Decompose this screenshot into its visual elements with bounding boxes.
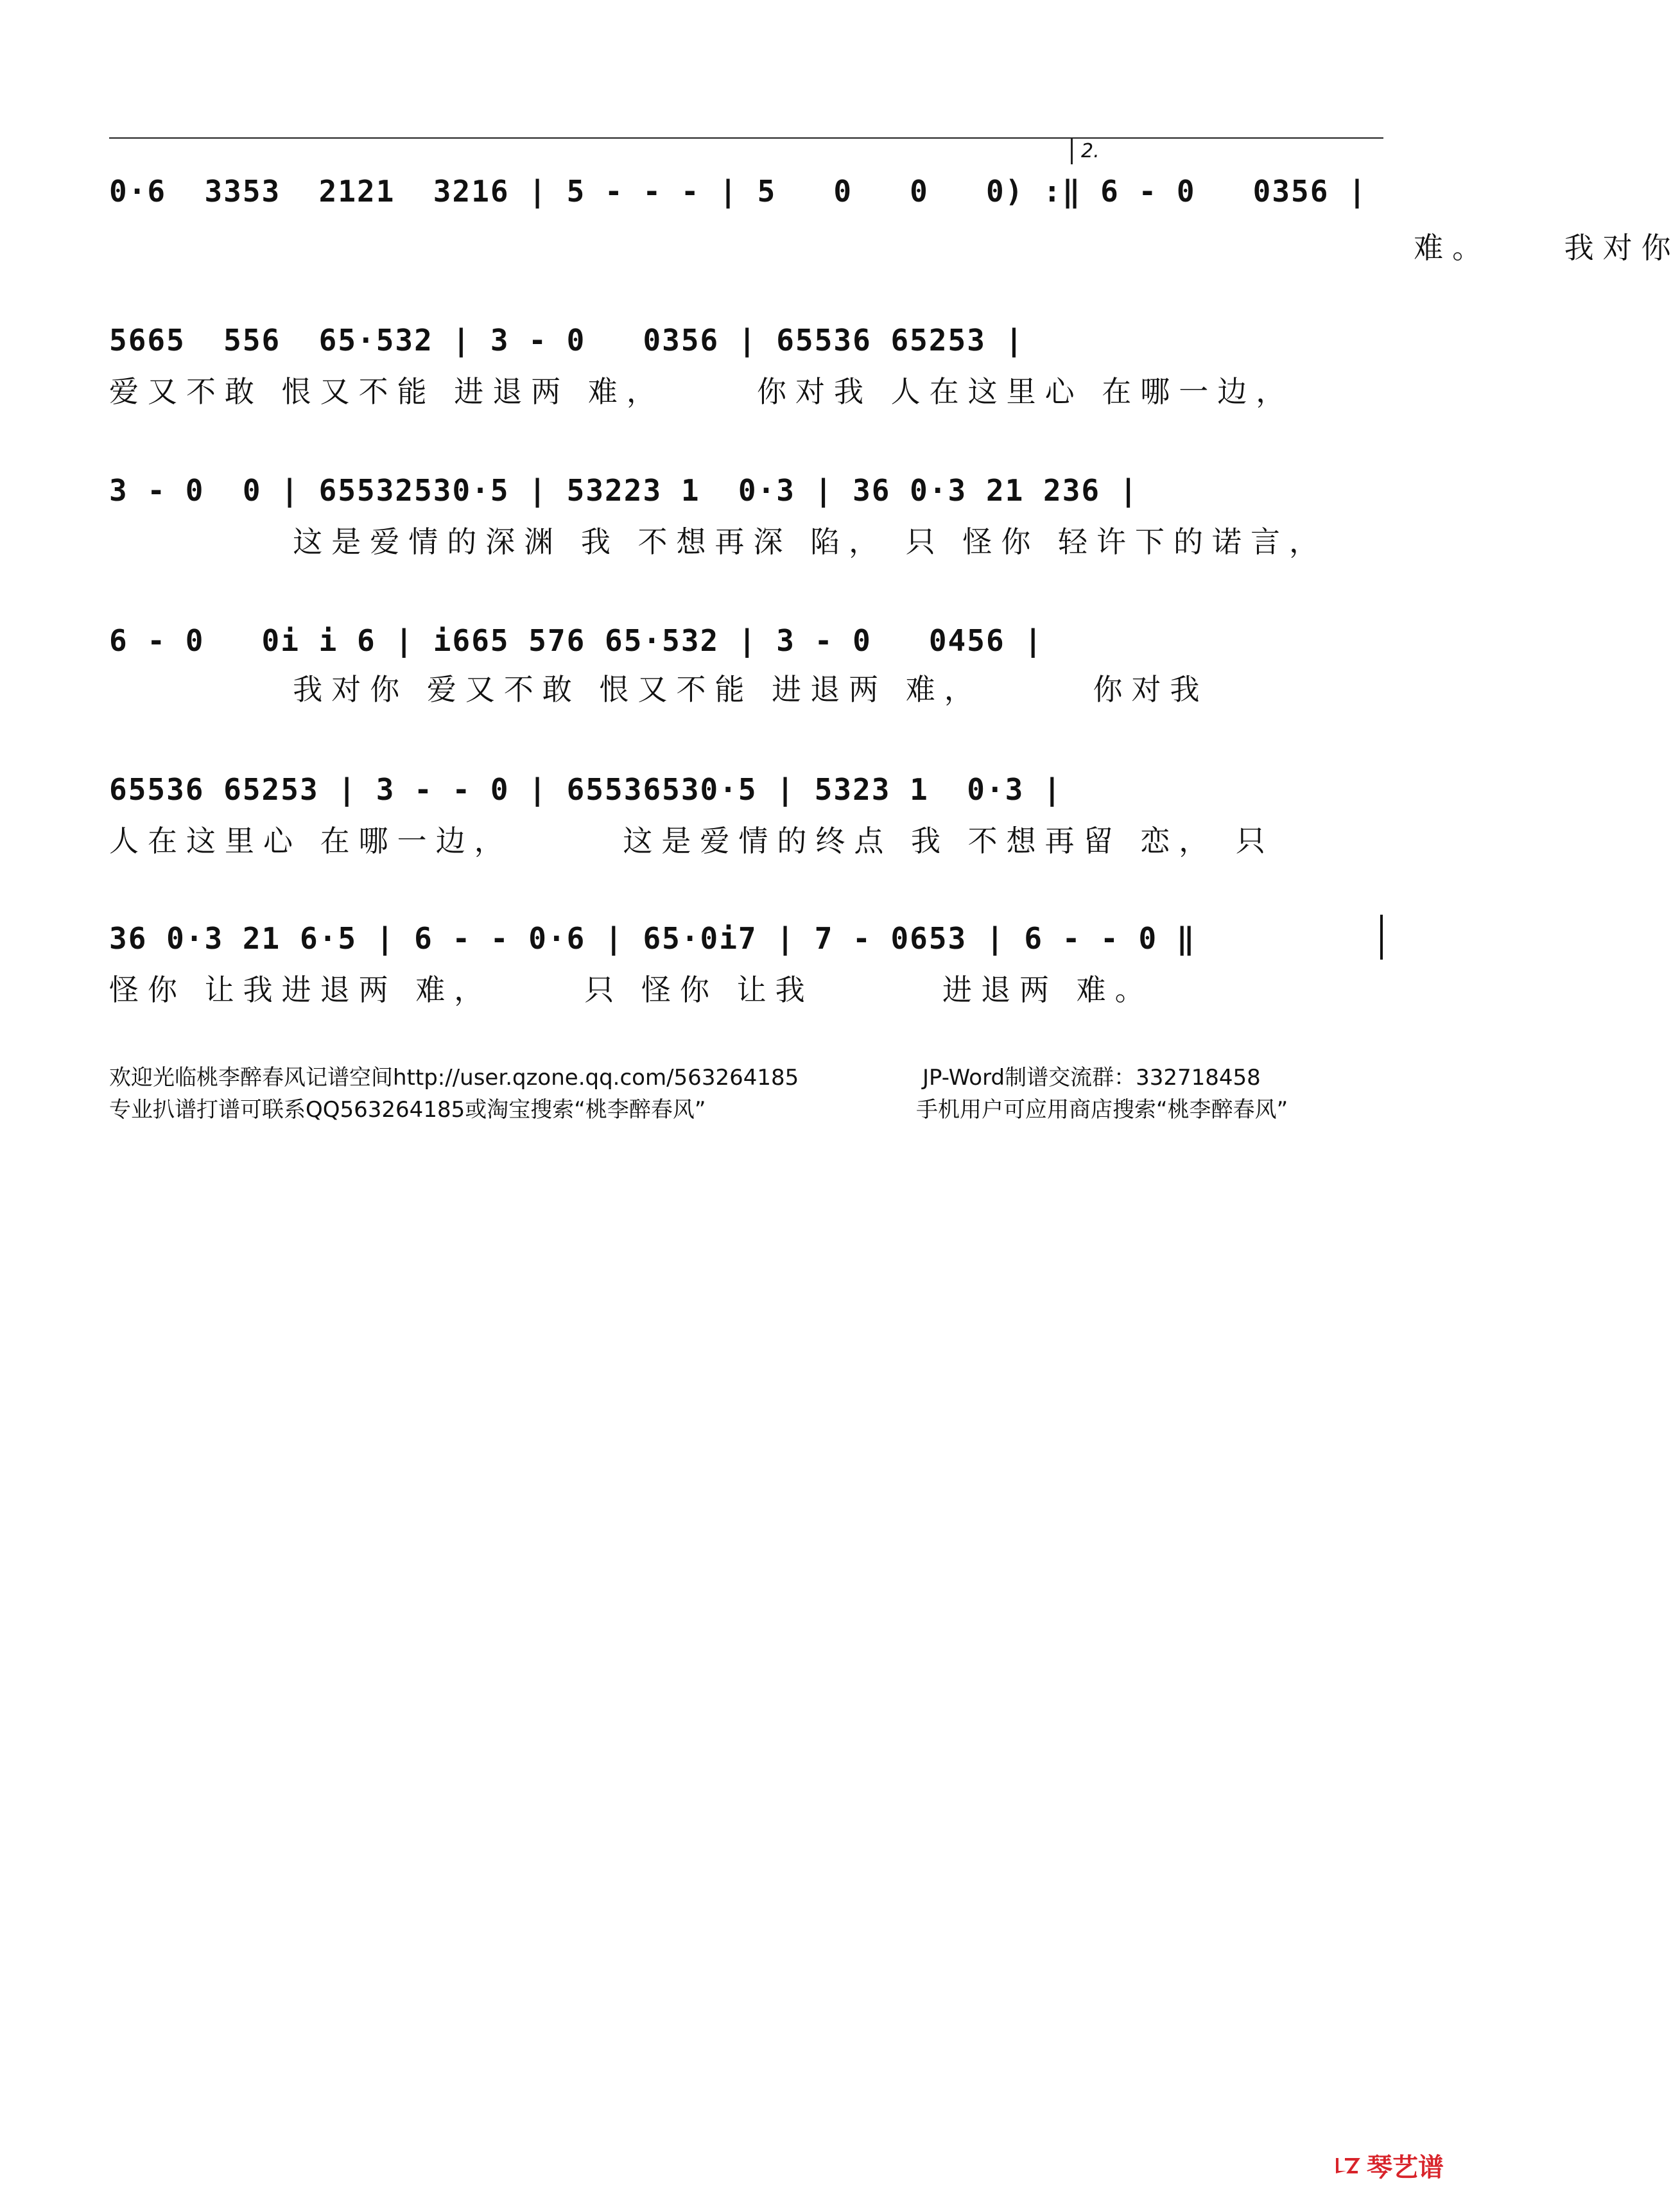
lyrics-line: 我对你 爱又不敢 恨又不能 进退两 难， 你对我 <box>109 672 1209 707</box>
notes-line: 0·6 3353 2121 3216 | 5 - - - | 5 0 0 0) :‖ 6 - 0 0356 | <box>109 174 1367 209</box>
lyrics-line: 怪你 让我进退两 难， 只 怪你 让我 进退两 难。 <box>109 972 1154 1007</box>
notes-line: 65536 65253 | 3 - - 0 | 65536530·5 | 5323 1 0·3 | <box>109 772 1062 807</box>
volta-number: 2. <box>1081 140 1100 162</box>
lyrics-line: 人在这里心 在哪一边， 这是爱情的终点 我 不想再留 恋， 只 <box>109 824 1274 858</box>
logo-text: 琴艺谱 <box>1367 2153 1444 2182</box>
site-logo <box>1332 2147 1444 2184</box>
lyrics-line: 难。 我对你 <box>109 230 1680 265</box>
footer-line-1-left: 欢迎光临桃李醉春风记谱空间http://user.qzone.qq.com/563264185 <box>109 1065 799 1091</box>
volta-bracket <box>1071 137 1383 139</box>
volta-bracket-hook <box>1071 137 1073 164</box>
final-barline <box>1380 915 1383 960</box>
lyrics-line: 这是爱情的深渊 我 不想再深 陷， 只 怪你 轻许下的诺言， <box>109 524 1328 559</box>
logo-icon <box>1332 2153 1362 2179</box>
notes-line: 3 - 0 0 | 65532530·5 | 53223 1 0·3 | 36 0·3 21 236 | <box>109 473 1139 508</box>
notes-line: 6 - 0 0i i 6 | i665 576 65·532 | 3 - 0 0456 | <box>109 623 1044 658</box>
footer-line-2-left: 专业扒谱打谱可联系QQ563264185或淘宝搜索“桃李醉春风” <box>109 1097 706 1123</box>
lyrics-line: 爱又不敢 恨又不能 进退两 难， 你对我 人在这里心 在哪一边， <box>109 374 1295 409</box>
footer-line-1-right: JP-Word制谱交流群：332718458 <box>922 1065 1261 1091</box>
notes-line: 5665 556 65·532 | 3 - 0 0356 | 65536 65253 | <box>109 323 1025 358</box>
footer-line-2-right: 手机用户可应用商店搜索“桃李醉春风” <box>916 1097 1288 1123</box>
notes-line: 36 0·3 21 6·5 | 6 - - 0·6 | 65·0i7 | 7 - 0653 | 6 - - 0 ‖ <box>109 921 1196 956</box>
